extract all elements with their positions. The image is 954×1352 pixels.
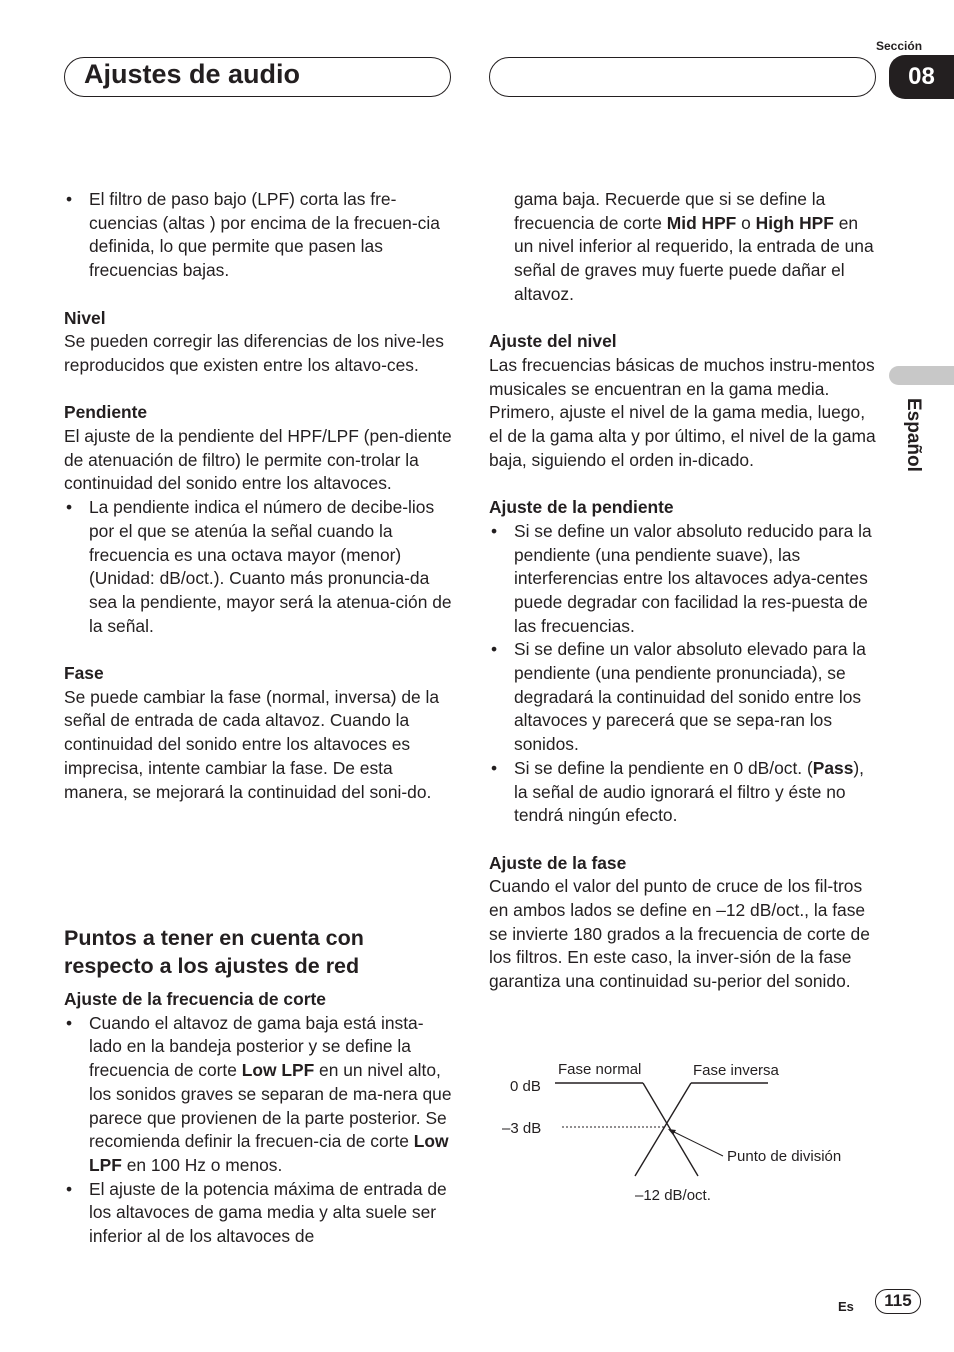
text-run: en un nivel alto, los sonidos graves se separan de ma-nera que parece que provienen de la parte posterior. Se recomienda definir la frecuen-cia de corte — [89, 1060, 452, 1152]
ajuste-nivel-text: Las frecuencias básicas de muchos instru-mentos musicales se encuentran en la gama media. Primero, ajuste el nivel de la gama media, luego, el de la gama alta y por último, el nivel de la gama baja, siguiendo el orden in-dicado. — [489, 354, 876, 470]
inverse-phase-slope — [635, 1083, 691, 1176]
list-item: • Si se define un valor absoluto elevado para la pendiente (una pendiente pronunciada), se degradará la continuidad del sonido entre los altavoces y parecerá que se sepa-ran los sonidos. — [489, 638, 877, 757]
nivel-heading: Nivel — [64, 307, 106, 328]
footer-lang-code: Es — [838, 1299, 854, 1314]
text-run: Cuando el altavoz de gama baja está insta-lado en la bandeja posterior y se define la frecuencia de corte — [89, 1012, 424, 1081]
low-lpf-term: Low LPF — [89, 1131, 449, 1175]
fase-normal-label: Fase normal — [558, 1061, 642, 1078]
ajuste-fase-text: Cuando el valor del punto de cruce de los fil-tros en ambos lados se define en –12 dB/oct., la fase se invierte 180 grados a la frecuencia de corte de los filtros. En este caso, la inver-sión de la fase garantiza una continuidad su-perior del sonido. — [489, 876, 870, 992]
crossover-diagram — [490, 1052, 880, 1212]
pointer-arrowhead — [668, 1129, 676, 1135]
page-number: 115 — [875, 1289, 921, 1314]
low-lpf-term: Low LPF — [241, 1060, 315, 1081]
fase-heading: Fase — [64, 663, 104, 684]
fase-text: Se puede cambiar la fase (normal, inversa) de la señal de entrada de cada altavoz. Cuando la continuidad del sonido entre los altavoces es imprecisa, intente cambiar la fase. De esta manera, se mejorará la continuidad del soni-do. — [64, 686, 440, 802]
section-label: Sección — [876, 39, 923, 53]
list-item: • Si se define un valor absoluto reducido para la pendiente (una pendiente suave), las interferencias entre los altavoces adya-centes puede degradar con facilidad la res-puesta de las frecuencias. — [489, 520, 877, 639]
pendiente-text: El ajuste de la pendiente del HPF/LPF (pen-diente de atenuación de filtro) le permite con-trolar la continuidad del sonido entre los altavoces. — [64, 426, 452, 494]
text-run: ), la señal de audio ignorará el filtro y éste no tendrá ningún efecto. — [514, 757, 864, 826]
high-hpf-term: High HPF — [755, 212, 834, 233]
list-item — [64, 1012, 452, 1178]
list-item: • El filtro de paso bajo (LPF) corta las fre-cuencias (altas ) por encima de la frecuen-cia definida, lo que permite que pasen las frecuencias bajas. — [64, 188, 452, 283]
text-run: en 100 Hz o menos. — [121, 1154, 283, 1175]
left-column-lower — [64, 924, 452, 1249]
slope-label: –12 dB/oct. — [635, 1187, 711, 1204]
ajuste-pendiente-heading: Ajuste de la pendiente — [489, 497, 674, 518]
left-column — [64, 188, 452, 804]
header-blank-frame — [489, 57, 876, 97]
language-label: Español — [903, 398, 924, 472]
zero-db-label: 0 dB — [510, 1078, 541, 1095]
pendiente-heading: Pendiente — [64, 402, 148, 423]
section-heading: Puntos a tener en cuenta con respecto a los ajustes de red — [64, 926, 364, 978]
continued-text — [489, 188, 877, 307]
division-pointer — [672, 1131, 723, 1156]
mid-hpf-term: Mid HPF — [666, 212, 737, 233]
ajuste-fase-heading: Ajuste de la fase — [489, 852, 627, 873]
list-item: • El ajuste de la potencia máxima de entrada de los altavoces de gama media y alta suele ser inferior al de los altavoces de — [64, 1178, 452, 1249]
list-item — [489, 757, 877, 828]
pass-term: Pass — [812, 757, 854, 778]
language-tab — [889, 366, 954, 385]
right-column — [489, 188, 877, 994]
ajuste-nivel-heading: Ajuste del nivel — [489, 331, 617, 352]
text-run: gama baja. Recuerde que si se define la frecuencia de corte — [514, 189, 826, 233]
nivel-text: Se pueden corregir las diferencias de los nive-les reproducidos que existen entre los altavo-ces. — [64, 331, 444, 375]
text-run: o — [736, 212, 756, 233]
fase-inversa-label: Fase inversa — [693, 1062, 779, 1079]
punto-division-label: Punto de división — [727, 1148, 842, 1165]
section-number-badge: 08 — [889, 55, 954, 99]
minus3-db-label: –3 dB — [502, 1120, 542, 1137]
list-item: • La pendiente indica el número de decibe-lios por el que se atenúa la señal cuando la frecuencia es una octava mayor (menor) (Unidad: dB/oct.). Cuanto más pronuncia-da sea la pendiente, mayor será la atenua-ción de la señal. — [64, 496, 452, 638]
corte-heading: Ajuste de la frecuencia de corte — [64, 989, 326, 1009]
text-run: en un nivel inferior al requerido, la entrada de una señal de graves muy fuerte puede dañar el altavoz. — [514, 212, 874, 304]
page-title: Ajustes de audio — [84, 59, 301, 89]
text-run: Si se define la pendiente en 0 dB/oct. ( — [514, 757, 813, 778]
